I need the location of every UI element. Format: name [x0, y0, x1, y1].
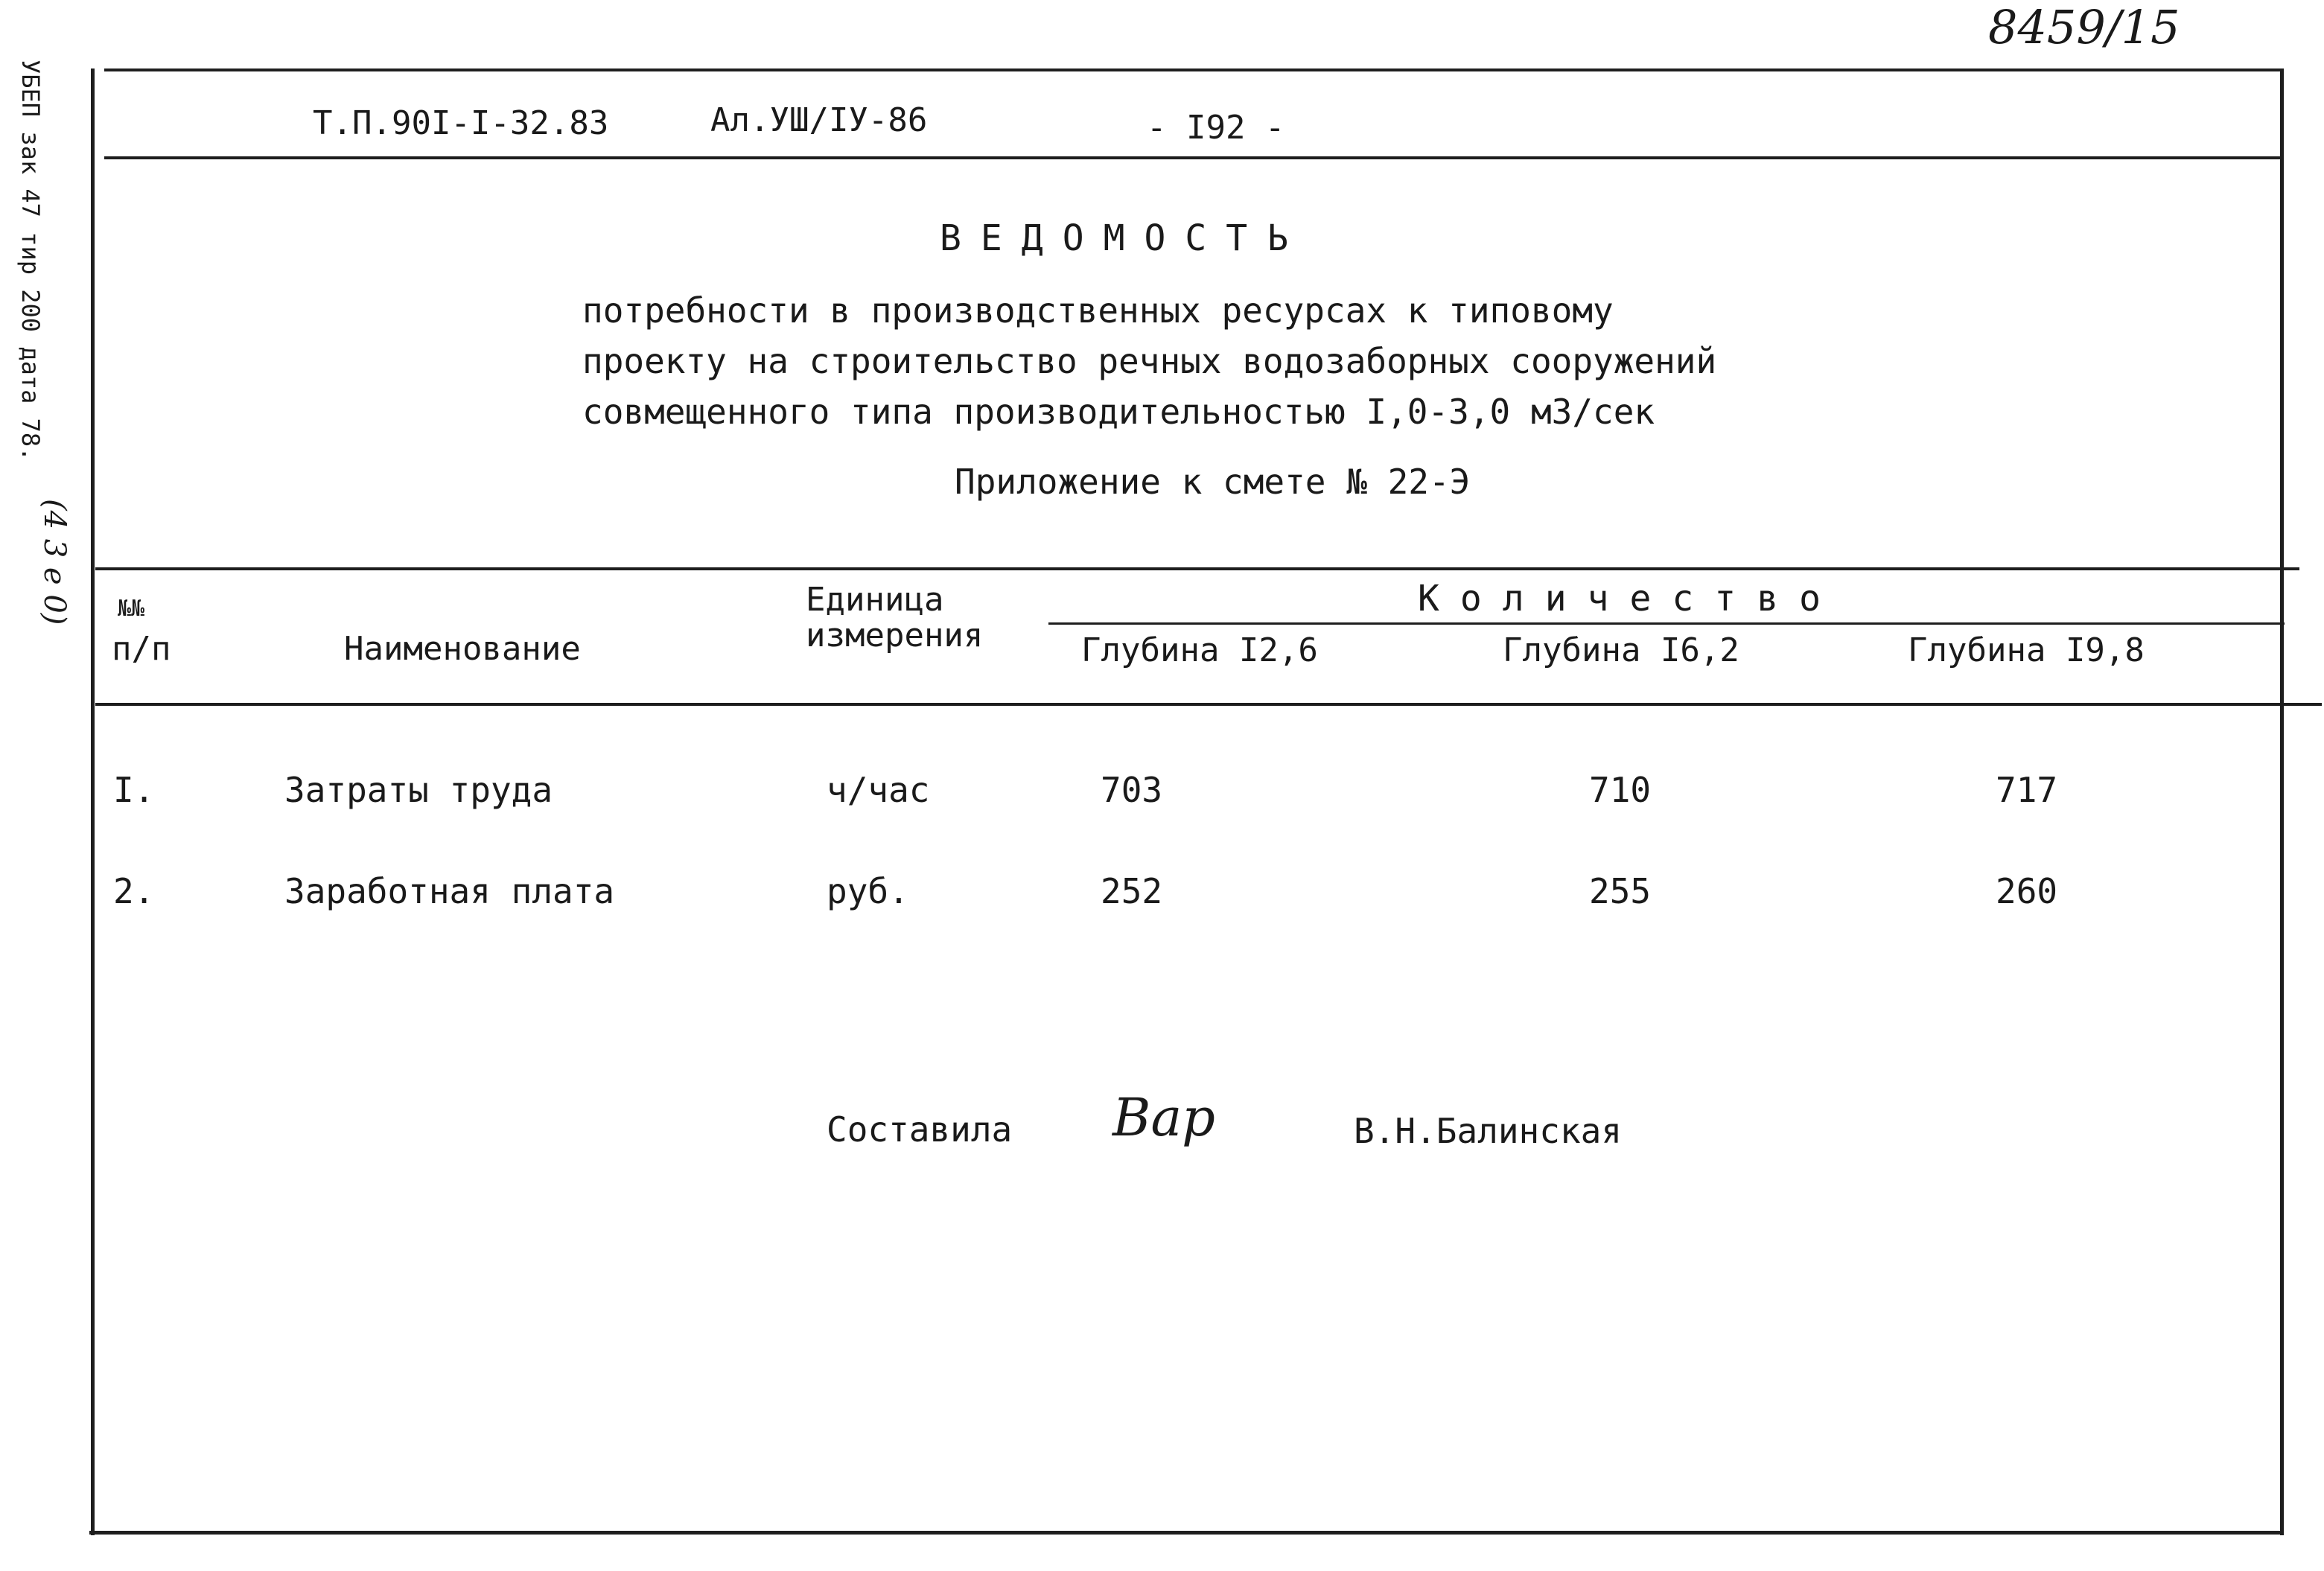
compiler-name: В.Н.Балинская: [1354, 1111, 1623, 1151]
col-name-header: Наименование: [344, 630, 581, 668]
row-2-value-depth-1: 252: [1101, 871, 1163, 911]
frame-right: [2280, 68, 2284, 1535]
table-header-bottom-line: [95, 703, 2322, 706]
row-2-value-depth-3: 260: [1996, 871, 2058, 911]
row-1-name: Затраты труда: [284, 770, 553, 810]
document-title: ВЕДОМОСТЬ: [940, 217, 1308, 259]
frame-top: [104, 68, 2283, 71]
col-unit-header-line1: Единица: [806, 581, 944, 619]
compiled-by-label: Составила: [827, 1109, 1013, 1150]
header-divider: [104, 156, 2283, 159]
qty-underline: [1048, 622, 2285, 625]
side-stamp: [0, 60, 82, 625]
subtitle-line-2: проекту на строительство речных водозаборных сооружений: [582, 341, 1717, 381]
row-2-value-depth-2: 255: [1589, 871, 1652, 911]
subtitle-line-1: потребности в производственных ресурсах к типовому: [582, 290, 1614, 331]
quantity-header: Количество: [1418, 578, 1841, 619]
row-2-unit: руб.: [827, 871, 909, 911]
album-code: Ал.УШ/IУ-86: [710, 101, 928, 139]
table-top-line: [95, 567, 2299, 570]
corner-number: 8459/15: [1988, 0, 2180, 54]
side-stamp-text: УБЕП зак 47 тир 200 дата 78.: [16, 60, 45, 462]
depth-col-2-header: Глубина I6,2: [1503, 631, 1739, 669]
row-1-num: I.: [113, 770, 155, 810]
row-1-value-depth-2: 710: [1589, 770, 1652, 810]
subtitle-line-3: совмещенного типа производительностью I,0-3,0 м3/сек: [582, 392, 1655, 432]
frame-bottom: [89, 1531, 2283, 1535]
row-2-name: Заработная плата: [284, 871, 615, 911]
row-2-num: 2.: [113, 871, 155, 911]
depth-col-3-header: Глубина I9,8: [1908, 631, 2145, 669]
page-number: - I92 -: [1147, 109, 1285, 147]
side-stamp-number: (4 3 e 0): [37, 499, 71, 625]
appendix-label: Приложение к смете № 22-Э: [955, 462, 1471, 502]
col-num-header-line1: №№: [118, 596, 145, 622]
depth-col-1-header: Глубина I2,6: [1081, 631, 1318, 669]
signature: Вар: [1112, 1087, 1215, 1148]
col-num-header-line2: п/п: [112, 630, 171, 668]
frame-left: [91, 68, 95, 1535]
row-1-value-depth-3: 717: [1996, 770, 2058, 810]
doc-code: Т.П.90I-I-32.83: [313, 104, 609, 142]
row-1-unit: ч/час: [827, 770, 930, 810]
col-unit-header-line2: измерения: [806, 616, 984, 654]
row-1-value-depth-1: 703: [1101, 770, 1163, 810]
